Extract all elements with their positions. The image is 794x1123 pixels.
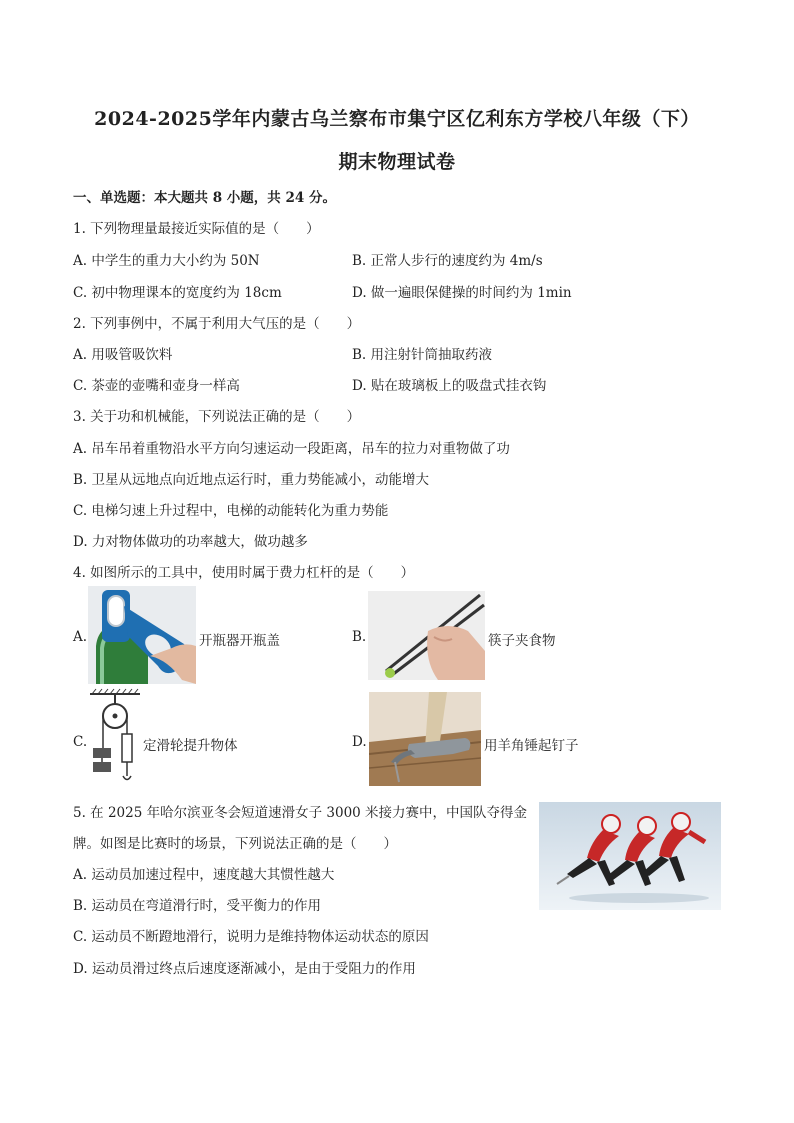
q3-option-c: C. 电梯匀速上升过程中，电梯的动能转化为重力势能 (73, 503, 389, 519)
q1-option-a: A. 中学生的重力大小约为 50N (73, 253, 260, 269)
claw-hammer-image (369, 692, 481, 786)
q4-option-b-prefix: B. (352, 629, 367, 645)
fixed-pulley-diagram (88, 688, 142, 784)
q5-option-d: D. 运动员滑过终点后速度逐渐减小，是由于受阻力的作用 (73, 961, 416, 977)
speed-skating-photo (539, 802, 721, 910)
q1-option-d: D. 做一遍眼保健操的时间约为 1min (352, 285, 572, 301)
q4-option-a-text: 开瓶器开瓶盖 (199, 633, 280, 649)
exam-title-line1: 2024-2025学年内蒙古乌兰察布市集宁区亿利东方学校八年级（下） (94, 108, 700, 130)
q4-option-d-text: 用羊角锤起钉子 (484, 738, 579, 754)
bottle-opener-image (88, 586, 196, 684)
q3-option-a: A. 吊车吊着重物沿水平方向匀速运动一段距离，吊车的拉力对重物做了功 (73, 441, 510, 457)
q4-option-c-prefix: C. (73, 734, 88, 750)
q4-option-a-prefix: A. (73, 629, 88, 645)
q5-option-c: C. 运动员不断蹬地滑行，说明力是维持物体运动状态的原因 (73, 929, 429, 945)
q4-option-b-text: 筷子夹食物 (488, 633, 556, 649)
q4-stem: 4. 如图所示的工具中，使用时属于费力杠杆的是（ ） (73, 565, 415, 581)
q4-option-d-prefix: D. (352, 734, 367, 750)
exam-title-line2: 期末物理试卷 (338, 151, 456, 173)
q1-option-b: B. 正常人步行的速度约为 4m/s (352, 253, 543, 269)
q3-option-d: D. 力对物体做功的功率越大，做功越多 (73, 534, 308, 550)
q5-option-b: B. 运动员在弯道滑行时，受平衡力的作用 (73, 898, 322, 914)
q2-stem: 2. 下列事例中，不属于利用大气压的是（ ） (73, 316, 361, 332)
q2-option-a: A. 用吸管吸饮料 (73, 347, 173, 363)
chopsticks-image (368, 591, 485, 680)
q2-option-d: D. 贴在玻璃板上的吸盘式挂衣钩 (352, 378, 547, 394)
q5-option-a: A. 运动员加速过程中，速度越大其惯性越大 (73, 867, 335, 883)
q3-option-b: B. 卫星从远地点向近地点运行时，重力势能减小，动能增大 (73, 472, 430, 488)
q2-option-b: B. 用注射针筒抽取药液 (352, 347, 493, 363)
q3-stem: 3. 关于功和机械能，下列说法正确的是（ ） (73, 409, 361, 425)
q2-option-c: C. 茶壶的壶嘴和壶身一样高 (73, 378, 240, 394)
q1-stem: 1. 下列物理量最接近实际值的是（ ） (73, 221, 320, 237)
section-heading: 一、单选题：本大题共 8 小题，共 24 分。 (73, 190, 336, 206)
q5-stem-line1: 5. 在 2025 年哈尔滨亚冬会短道速滑女子 3000 米接力赛中，中国队夺得金 (73, 805, 528, 821)
q4-option-c-text: 定滑轮提升物体 (143, 738, 238, 754)
q5-stem-line2: 牌。如图是比赛时的场景，下列说法正确的是（ ） (73, 836, 397, 852)
q1-option-c: C. 初中物理课本的宽度约为 18cm (73, 285, 282, 301)
